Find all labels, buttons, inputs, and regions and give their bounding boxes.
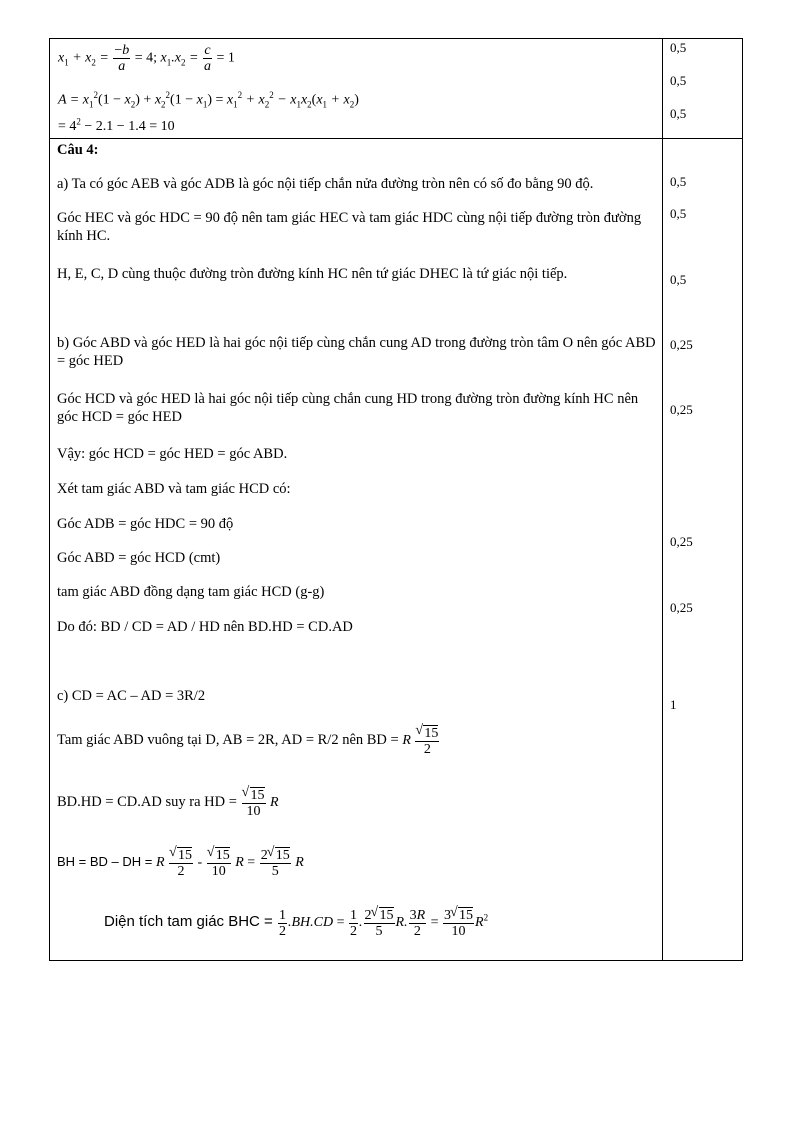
part-b-line7: tam giác ABD đồng dạng tam giác HCD (g-g) bbox=[57, 584, 325, 600]
formula-bh: R √ $\frac{15}{2}$ - √ $\frac{15}{10}$ R = $\frac{2√ 15}{5}$ R bbox=[156, 855, 304, 870]
column-divider bbox=[662, 39, 663, 960]
row-divider bbox=[50, 138, 742, 139]
part-c-line2-text: Tam giác ABD vuông tại D, AB = 2R, AD = R/2 nên BD = bbox=[57, 732, 403, 749]
score-9: 0,25 bbox=[670, 534, 693, 549]
part-c-line5-text: Diện tích tam giác BHC = bbox=[104, 913, 277, 931]
part-c-line4-text: BH = BD – DH = bbox=[57, 854, 156, 870]
part-b-line3: Vậy: góc HCD = góc HED = góc ABD. bbox=[57, 446, 288, 462]
part-b-line5: Góc ADB = góc HDC = 90 độ bbox=[57, 516, 234, 532]
part-b-line1: b) Góc ABD và góc HED là hai góc nội tiếp cùng chắn cung AD trong đường tròn tâm O nên góc ABD = góc HED bbox=[57, 335, 656, 369]
part-c-line5 bbox=[104, 907, 488, 939]
score-10: 0,25 bbox=[670, 600, 693, 615]
answer-table bbox=[49, 38, 743, 961]
formula-vieta: $x_1 + x_2$ = $\frac{-b}{a}$ = 4; $x_1.x_2$ = $\frac{c}{a}$ = 1 bbox=[58, 43, 235, 74]
score-6: 0,5 bbox=[670, 272, 687, 287]
question-title: Câu 4: bbox=[57, 142, 99, 158]
score-2: 0,5 bbox=[670, 73, 687, 88]
score-3: 0,5 bbox=[670, 106, 687, 121]
score-5: 0,5 bbox=[670, 206, 687, 221]
part-a-line2: Góc HEC và góc HDC = 90 độ nên tam giác HEC và tam giác HDC cùng nội tiếp đường tròn đường kính HC. bbox=[57, 210, 642, 244]
part-c-line3-text: BD.HD = CD.AD suy ra HD = bbox=[57, 794, 241, 811]
formula-bd: R √ $\frac{15}{2}$ bbox=[402, 733, 440, 748]
part-c-line1: c) CD = AC – AD = 3R/2 bbox=[57, 688, 206, 704]
part-a-line3: H, E, C, D cùng thuộc đường tròn đường kính HC nên tứ giác DHEC là tứ giác nội tiếp. bbox=[57, 266, 568, 282]
part-c-line2 bbox=[57, 725, 440, 757]
score-11: 1 bbox=[670, 697, 677, 712]
part-c-line3 bbox=[57, 787, 279, 819]
score-8: 0,25 bbox=[670, 402, 693, 417]
formula-a-expression: $A = x_1^2(1 - x_2) + x_2^2(1 - x_1) = x_1^2 + x_2^2 - x_1x_2(x_1 + x_2)$ bbox=[58, 90, 359, 110]
part-a-line1: a) Ta có góc AEB và góc ADB là góc nội tiếp chắn nửa đường tròn nên có số đo bằng 90 độ. bbox=[57, 176, 594, 192]
score-7: 0,25 bbox=[670, 337, 693, 352]
part-b-line6: Góc ABD = góc HCD (cmt) bbox=[57, 550, 221, 566]
formula-hd: √ $\frac{15}{10}$ R bbox=[241, 795, 279, 810]
formula-a-result: = $4^2 - 2.1 - 1.4 = 10$ bbox=[58, 116, 175, 134]
formula-area: $\frac{1}{2}$ .BH.CD = $\frac{1}{2}$ . $\frac{2√ 15}{5}$ R. $\frac{3R}{2}$ = $\frac{3√ 15}{10}$ $R^2$ bbox=[277, 915, 488, 930]
part-b-line2: Góc HCD và góc HED là hai góc nội tiếp cùng chắn cung HD trong đường tròn đường kính HC nên góc HCD = góc HED bbox=[57, 391, 639, 425]
part-b-line8: Do đó: BD / CD = AD / HD nên BD.HD = CD.AD bbox=[57, 619, 353, 635]
score-1: 0,5 bbox=[670, 40, 687, 55]
part-b-line4: Xét tam giác ABD và tam giác HCD có: bbox=[57, 481, 291, 497]
score-4: 0,5 bbox=[670, 174, 687, 189]
part-c-line4 bbox=[57, 847, 304, 879]
